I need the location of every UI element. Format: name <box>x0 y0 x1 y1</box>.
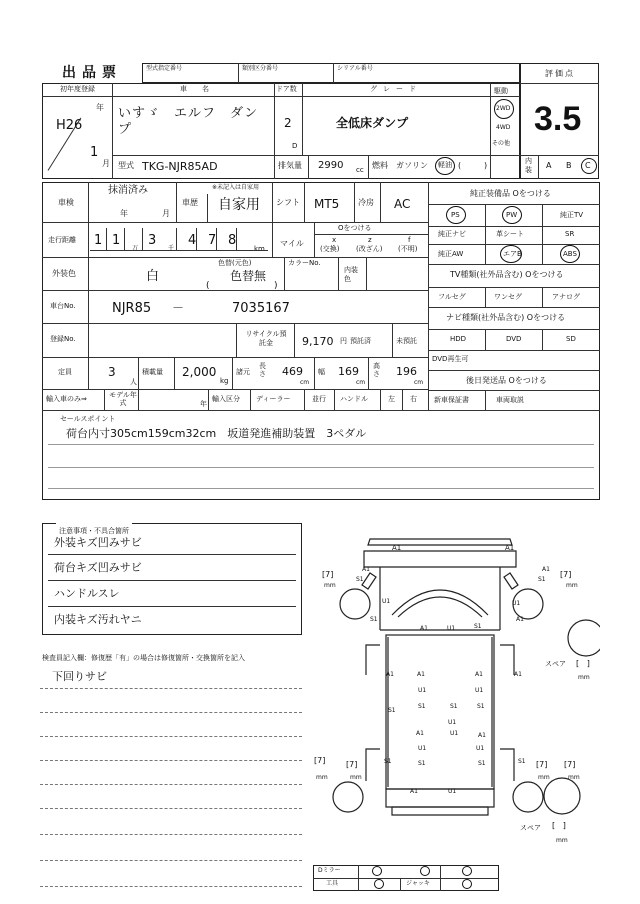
opt-modified[interactable]: (改ざん) <box>356 245 383 253</box>
color-label: 外装色 <box>52 269 76 278</box>
score-value: 3.5 <box>534 100 582 138</box>
opt-f: f <box>408 236 411 244</box>
tools-label: 工具 <box>326 880 339 887</box>
damage-mark: A1 <box>410 788 418 795</box>
km-unit: km <box>254 245 265 253</box>
spare-tire-bottom-shape <box>544 778 580 814</box>
displacement-label: 排気量 <box>278 161 302 170</box>
opt-z: z <box>368 236 372 244</box>
damage-mark: S1 <box>474 623 482 630</box>
damage-mark: A1 <box>362 566 370 573</box>
note-line: 荷台キズ凹みサビ <box>54 561 142 574</box>
car-diagram <box>300 525 600 870</box>
jack-check-circle[interactable] <box>462 879 472 889</box>
interior-color-label: 内装色 <box>344 266 358 283</box>
interior-c[interactable]: C <box>585 161 591 170</box>
damage-mark: S1 <box>384 758 392 765</box>
tv-analog[interactable]: アナログ <box>552 293 580 301</box>
first-reg-label: 初年度登録 <box>60 85 95 93</box>
damage-mark: S1 <box>450 703 458 710</box>
repaint-label: 色替(元色) <box>218 259 252 267</box>
tv-oneseg[interactable]: ワンセグ <box>494 293 522 301</box>
note-line: 内装キズ汚れヤニ <box>54 613 142 626</box>
damage-mark: A1 <box>475 671 483 678</box>
recycle-value: 9,170 <box>302 335 334 348</box>
tire-rl-bracket: [7] <box>314 756 326 765</box>
spare-tire-top-shape <box>568 620 600 656</box>
year-unit: 年 <box>96 103 104 112</box>
deposited[interactable]: 預託済 <box>350 337 371 345</box>
notes-label: 注意事項・不具合箇所 <box>59 527 129 535</box>
damage-mark: S1 <box>418 703 426 710</box>
notes-label-wrap <box>56 518 132 537</box>
damage-mark: A1 <box>416 730 424 737</box>
opt-unknown[interactable]: (不明) <box>398 245 418 253</box>
damage-mark: A1 <box>417 671 425 678</box>
import-parallel[interactable]: 並行 <box>312 395 326 403</box>
repaint-paren-open: ( <box>206 281 210 291</box>
damage-mark: U1 <box>475 687 484 694</box>
drive-4wd[interactable]: 4WD <box>496 124 511 131</box>
damage-mark: A1 <box>514 671 522 678</box>
note-line: ハンドルスレ <box>54 587 120 600</box>
model-year-label: モデル年式 <box>109 391 137 407</box>
damage-mark: S1 <box>518 758 526 765</box>
damage-mark: A1 <box>542 566 550 573</box>
handle-right[interactable]: 右 <box>410 395 417 403</box>
drive-2wd[interactable]: 2WD <box>496 105 511 112</box>
load-label: 積載量 <box>142 368 163 376</box>
model-cert-label: 型式指定番号 <box>146 65 183 72</box>
spare-bottom-bracket: [ ] <box>552 821 566 830</box>
mirror-check-2-circle[interactable] <box>420 866 430 876</box>
fuel-gasoline[interactable]: ガソリン <box>396 161 428 170</box>
shift-value: MT5 <box>314 197 340 211</box>
damage-mark: A1 <box>478 732 486 739</box>
handle-left[interactable]: 左 <box>388 395 395 403</box>
width-unit: cm <box>356 379 366 386</box>
equip-tv[interactable]: 純正TV <box>560 211 584 219</box>
navi-dvd[interactable]: DVD <box>506 335 522 343</box>
not-deposited[interactable]: 未預託 <box>396 337 417 345</box>
import-label: 輸入車のみ⇒ <box>46 395 87 403</box>
door-mirror-label: Dミラー <box>318 867 341 874</box>
width-label: 幅 <box>318 368 325 376</box>
repaint-value: 色替無 <box>230 269 267 283</box>
equip-abs[interactable]: ABS <box>563 250 577 258</box>
damage-mark: U1 <box>450 730 459 737</box>
tire-fl-mm: mm <box>324 582 336 589</box>
recycle-unit: 円 <box>340 337 347 345</box>
damage-mark: U1 <box>418 687 427 694</box>
damage-mark: U1 <box>476 745 485 752</box>
fuel-paren-close: ) <box>484 161 488 170</box>
mileage-circle-note: Oをつける <box>338 224 372 232</box>
spare-bottom-mm: mm <box>556 837 568 844</box>
after-warranty[interactable]: 新車保証書 <box>434 396 469 404</box>
inspector-line: 下回りサビ <box>52 670 107 683</box>
sales-point-label: セールスポイント <box>60 415 116 423</box>
cc-unit: cc <box>356 166 364 174</box>
mileage-label: 走行距離 <box>48 236 76 244</box>
inspection-label: 車検 <box>58 198 74 207</box>
registration-label: 登録No. <box>50 335 76 343</box>
tire-rr2-mm: mm <box>568 774 580 781</box>
mirror-check-1-circle[interactable] <box>372 866 382 876</box>
mileage-digit: 8 <box>228 233 237 248</box>
equip-navi[interactable]: 純正ナビ <box>438 230 466 238</box>
mileage-digit: 3 <box>148 233 157 248</box>
tire-rl-mm: mm <box>316 774 328 781</box>
damage-mark: U1 <box>382 598 391 605</box>
height-label: 高さ <box>373 362 380 378</box>
inspection-value: 抹消済み <box>108 185 148 196</box>
dvd-play[interactable]: DVD再生可 <box>432 355 469 363</box>
windshield-shape <box>392 590 488 615</box>
tv-fullseg[interactable]: フルセグ <box>438 293 466 301</box>
spare-bottom-label: スペア <box>520 824 541 832</box>
model-year-unit: 年 <box>200 400 207 408</box>
mileage-digit: 4 <box>188 233 197 248</box>
score-label: 評価点 <box>545 69 575 78</box>
after-title: 後日発送品 Oをつける <box>466 376 547 385</box>
mirror-check-3-circle[interactable] <box>462 866 472 876</box>
tire-fl-shape <box>340 589 370 619</box>
month-unit: 月 <box>102 159 110 168</box>
history-label: 車歴 <box>182 198 198 207</box>
tire-rr-bracket: [7] <box>536 760 548 769</box>
chassis-prefix: NJR85 <box>112 301 152 316</box>
inspector-label: 検査員記入欄：修復歴「有」の場合は修復箇所・交換箇所を記入 <box>42 654 245 662</box>
damage-mark: S1 <box>538 576 546 583</box>
drive-other[interactable]: その他 <box>492 140 511 147</box>
spare-top-label: スペア <box>545 660 566 668</box>
equip-ps[interactable]: PS <box>451 211 460 219</box>
equip-sr[interactable]: SR <box>565 230 575 238</box>
car-name-label: 車 名 <box>180 85 213 93</box>
navi-title: ナビ種類(社外品含む) Oをつける <box>446 313 566 322</box>
spare-top-mm: mm <box>578 674 590 681</box>
damage-mark: U1 <box>448 719 457 726</box>
tire-rr-mm: mm <box>538 774 550 781</box>
mileage-digits <box>90 228 268 252</box>
color-no-label: カラーNo. <box>288 259 321 267</box>
left-mirror-shape <box>362 573 376 589</box>
ac-value: AC <box>394 197 411 211</box>
fuel-label: 燃料 <box>372 161 388 170</box>
damage-mark: A1 <box>386 671 394 678</box>
tire-rl2-bracket: [7] <box>346 760 358 769</box>
import-class-label: 輸入区分 <box>212 395 240 403</box>
header-fields <box>142 63 520 83</box>
first-reg-year: H26 <box>56 118 83 133</box>
man-unit: 万 <box>132 245 139 252</box>
chassis-label: 車台No. <box>50 302 76 310</box>
door-suffix: D <box>292 142 298 150</box>
damage-mark: S1 <box>477 703 485 710</box>
tire-rr-outer-shape <box>513 782 543 812</box>
damage-mark: S1 <box>388 707 396 714</box>
damage-mark: S1 <box>370 616 378 623</box>
rear-bumper-shape <box>392 807 488 815</box>
sen-unit: 千 <box>168 245 175 252</box>
length-unit: cm <box>300 379 310 386</box>
repaint-paren-close: ) <box>274 281 278 291</box>
width-value: 169 <box>338 365 359 378</box>
navi-sd[interactable]: SD <box>566 335 576 343</box>
after-manual[interactable]: 車両取説 <box>496 396 524 404</box>
grade-label: グレード <box>370 85 422 93</box>
equip-aw[interactable]: 純正AW <box>438 250 464 258</box>
tire-rl-outer-shape <box>333 782 363 812</box>
sales-point-text: 荷台内寸305cm159cm32cm 坂道発進補助装置 3ペダル <box>66 427 367 440</box>
color-value: 白 <box>146 269 160 284</box>
tire-fr-mm: mm <box>566 582 578 589</box>
front-bumper-shape <box>368 539 512 545</box>
mark-front-a1: A1 <box>392 544 402 552</box>
tire-fr-bracket: [7] <box>560 570 572 579</box>
right-mirror-shape <box>504 573 518 589</box>
tv-title: TV種類(社外品含む) Oをつける <box>450 270 564 279</box>
handle-label: ハンドル <box>340 395 368 403</box>
import-dealer[interactable]: ディーラー <box>256 395 291 403</box>
damage-mark: A1 <box>420 625 428 632</box>
cab-front-shape <box>364 551 516 567</box>
height-unit: cm <box>414 379 424 386</box>
genuine-title: 純正装備品 Oをつける <box>470 189 551 198</box>
drive-label: 駆動 <box>494 87 508 95</box>
mileage-digit: 7 <box>208 233 217 248</box>
interior-b[interactable]: B <box>566 161 572 170</box>
load-value: 2,000 <box>182 365 217 379</box>
interior-a[interactable]: A <box>546 161 552 170</box>
height-value: 196 <box>396 365 417 378</box>
navi-hdd[interactable]: HDD <box>450 335 467 343</box>
door-count: 2 <box>284 116 292 130</box>
seats-unit: 人 <box>130 378 137 386</box>
shift-label: シフト <box>276 198 300 207</box>
jack-label: ジャッキ <box>406 880 430 887</box>
seats-label: 定員 <box>58 368 72 376</box>
tire-rl2-mm: mm <box>350 774 362 781</box>
displacement-value: 2990 <box>318 160 344 171</box>
equip-airbag[interactable]: エアB <box>503 250 522 258</box>
tools-check-circle[interactable] <box>374 879 384 889</box>
dims-label: 諸元 <box>236 368 250 376</box>
length-value: 469 <box>282 365 303 378</box>
recycle-label: リサイクル預託金 <box>245 330 287 347</box>
damage-mark: U1 <box>448 788 457 795</box>
first-reg-month: 1 <box>90 145 99 160</box>
class-label: 類別区分番号 <box>242 65 279 72</box>
damage-mark: U1 <box>512 600 521 607</box>
opt-exchange[interactable]: (交換) <box>320 245 340 253</box>
mark-front-a1: A1 <box>505 544 515 552</box>
equip-seat[interactable]: 革シート <box>496 230 524 238</box>
history-value: 自家用 <box>218 197 260 213</box>
chassis-dash: － <box>172 301 185 315</box>
damage-mark: U1 <box>418 745 427 752</box>
inspection-year: 年 <box>120 209 128 218</box>
mileage-digit: 1 <box>94 233 103 248</box>
mile-label: マイル <box>280 239 304 248</box>
grade-value: 全低床ダンプ <box>336 116 409 130</box>
damage-mark: S1 <box>356 576 364 583</box>
tire-rr2-bracket: [7] <box>564 760 576 769</box>
length-label: 長さ <box>259 362 266 378</box>
damage-mark: A1 <box>516 616 524 623</box>
fuel-diesel[interactable]: 軽油 <box>438 161 452 169</box>
note-line: 外装キズ凹みサビ <box>54 536 142 549</box>
interior-label: 内装 <box>525 157 532 174</box>
door-label: ドア数 <box>276 85 297 93</box>
ac-label: 冷房 <box>358 198 374 207</box>
car-name: いすゞ エルフ ダンプ <box>118 106 259 137</box>
fuel-paren-open: ( <box>458 161 462 170</box>
equip-pw[interactable]: PW <box>506 211 518 219</box>
private-note: ※未記入は自家用 <box>212 184 260 191</box>
tire-fl-bracket: [7] <box>322 570 334 579</box>
rear-gate-shape <box>386 789 494 807</box>
spare-top-bracket: [ ] <box>576 659 590 668</box>
model-label: 型式 <box>118 161 134 170</box>
model-value: TKG-NJR85AD <box>142 160 218 173</box>
damage-mark: S1 <box>478 760 486 767</box>
serial-label: シリアル番号 <box>337 65 373 72</box>
mileage-digit: 1 <box>112 233 121 248</box>
opt-x: x <box>332 236 337 244</box>
form-title: 出品票 <box>62 65 122 81</box>
inspection-month: 月 <box>162 209 170 218</box>
seats-value: 3 <box>108 365 116 379</box>
damage-mark: U1 <box>447 625 456 632</box>
chassis-number: 7035167 <box>232 301 290 316</box>
damage-mark: S1 <box>418 760 426 767</box>
load-unit: kg <box>220 377 229 385</box>
